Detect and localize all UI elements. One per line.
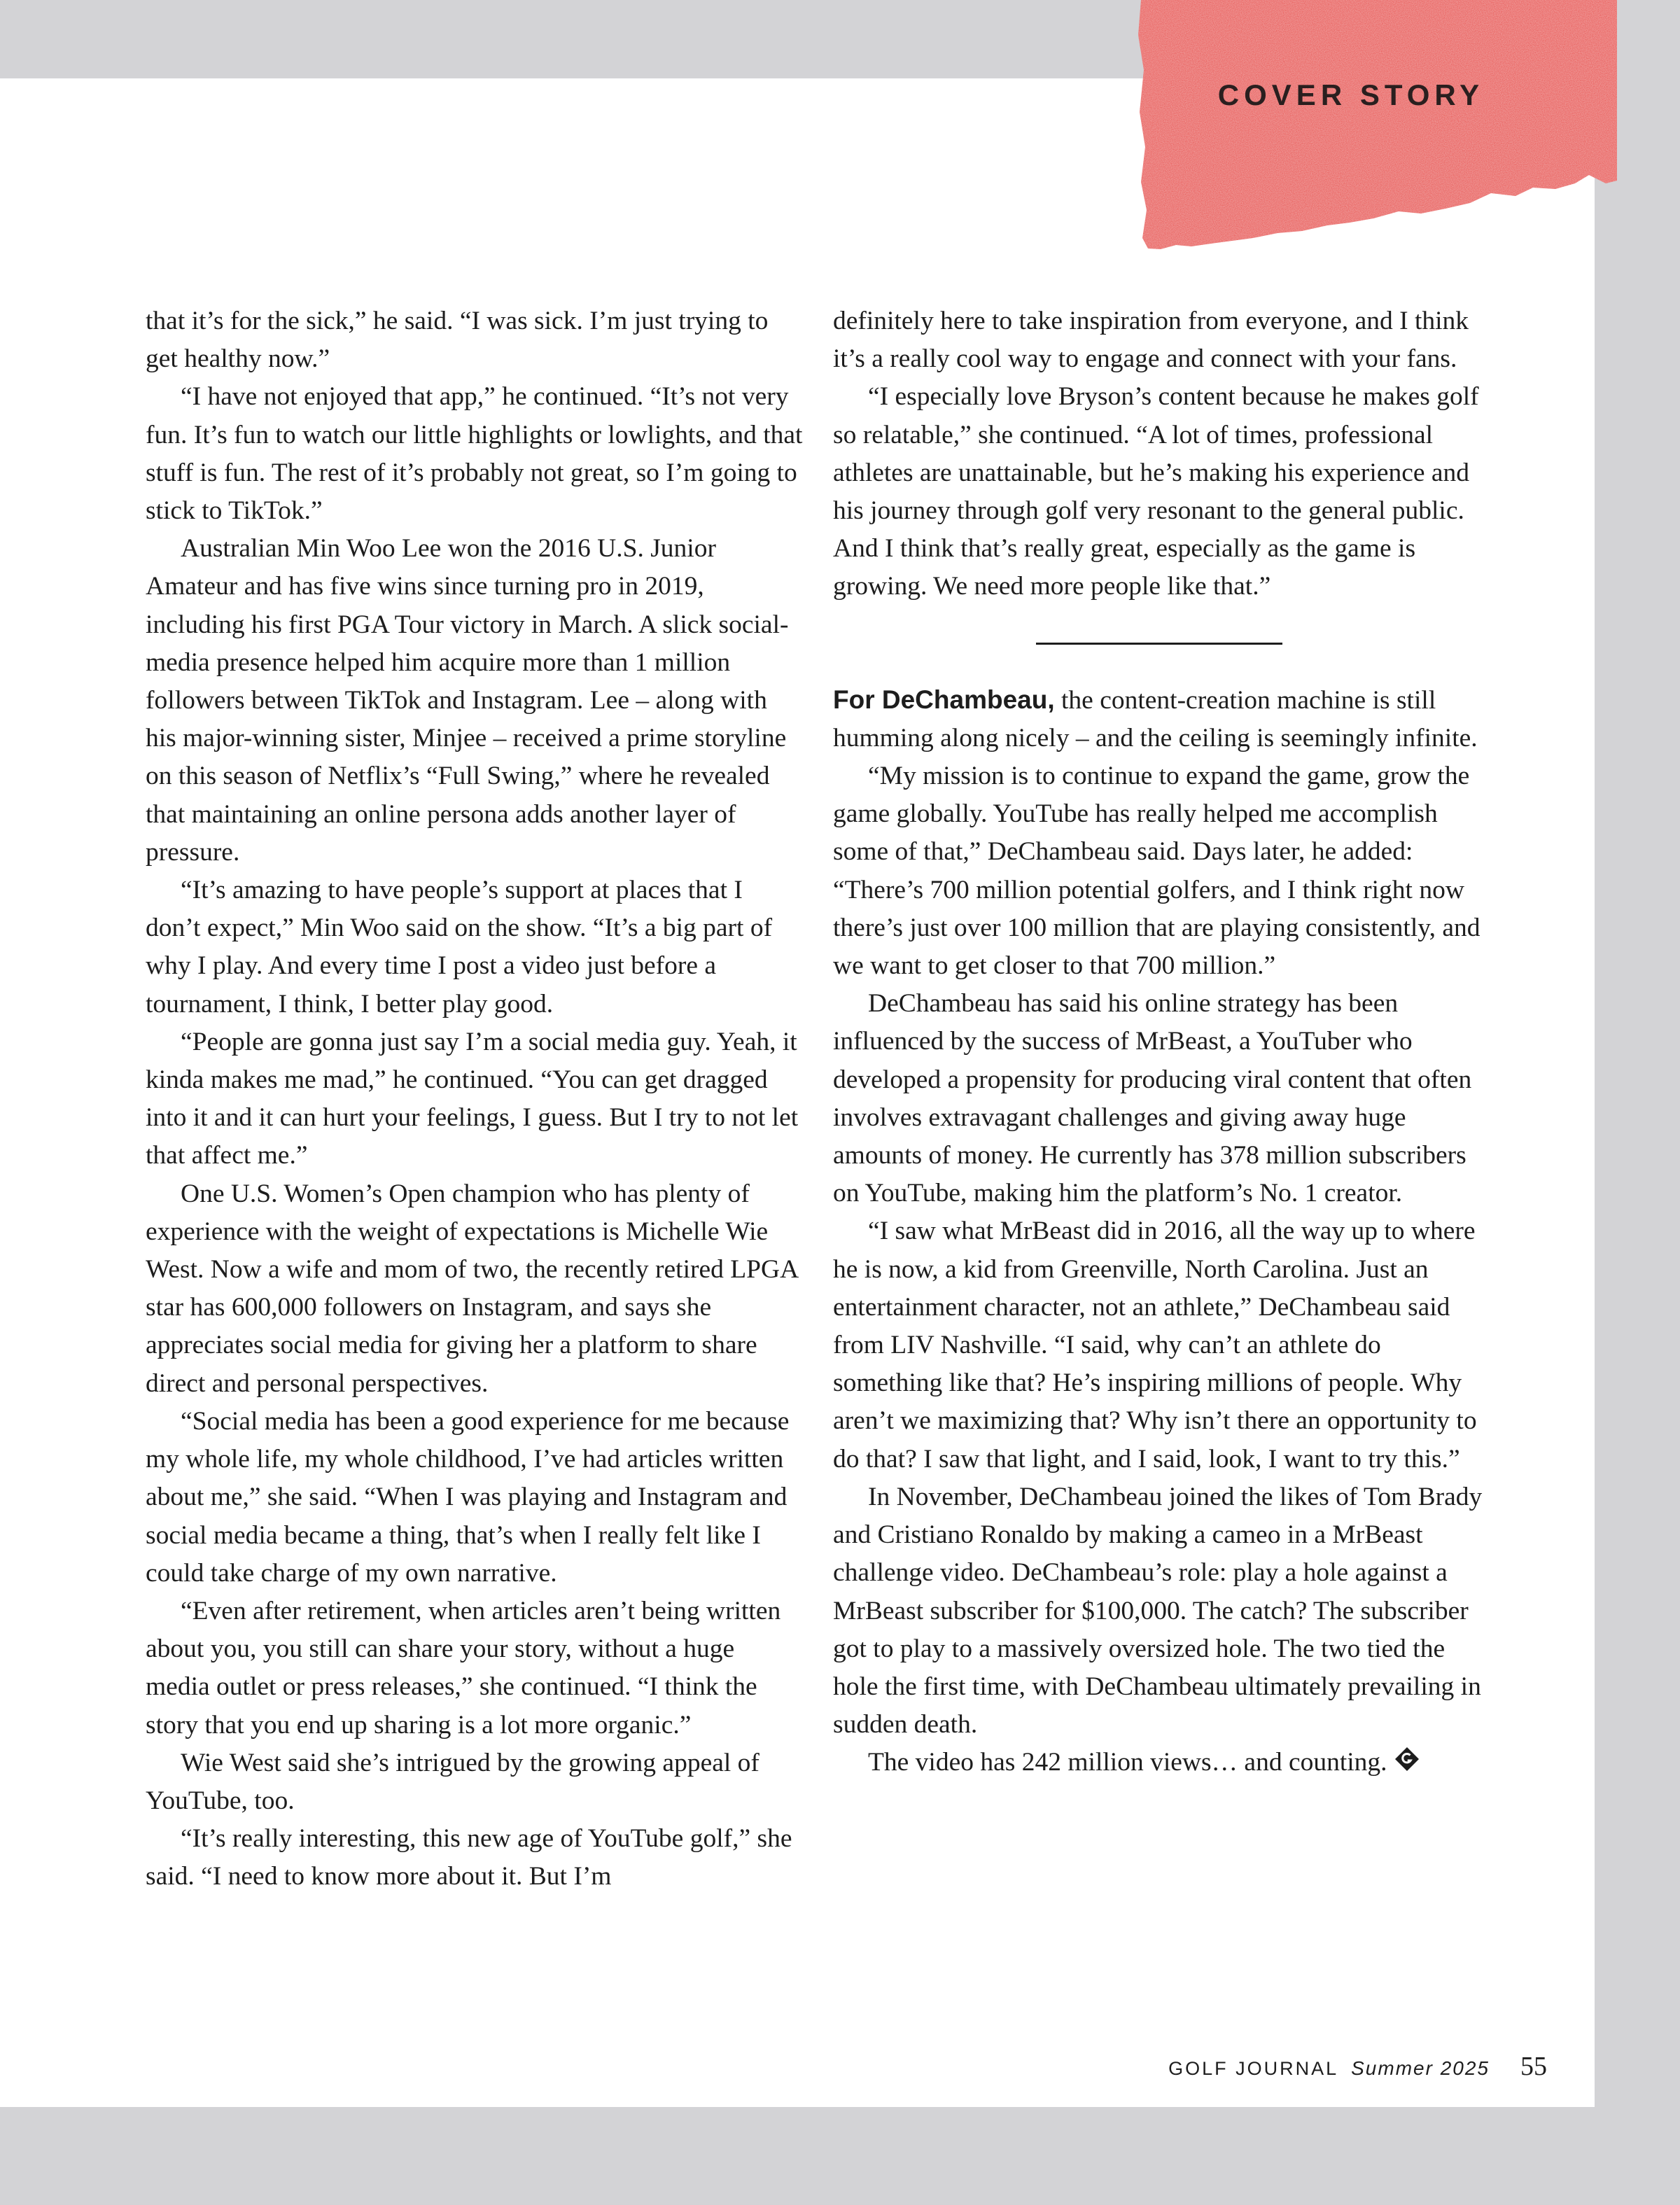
article-paragraph: “Even after retirement, when articles aren’t being written about you, you still can share your story, without a huge media outlet or press releases,” she continued. “I think the story that you end up sharing is a lot more organic.” — [146, 1596, 781, 1740]
lead-paragraph-text: the content-creation machine is still humming along nicely – and the ceiling is seemingly infinite. — [833, 685, 1478, 752]
article-paragraph: “I have not enjoyed that app,” he continued. “It’s not very fun. It’s fun to watch our little highlights or lowlights, and that stuff is fun. The rest of it’s probably not great, so I’m going to stick to TikTok.” — [146, 382, 803, 526]
footer-magazine-name: GOLF JOURNAL — [1168, 2058, 1339, 2079]
article-paragraph: “It’s really interesting, this new age of YouTube golf,” she said. “I need to know more about it. But I’m — [146, 1824, 792, 1891]
article-paragraph: Wie West said she’s intrigued by the growing appeal of YouTube, too. — [146, 1748, 760, 1815]
article-paragraph: “People are gonna just say I’m a social media guy. Yeah, it kinda makes me mad,” he continued. “You can get dragged into it and it can hurt your feelings, I guess. But I try to not let that affect me.” — [146, 1027, 799, 1170]
section-label: COVER STORY — [1217, 78, 1485, 111]
article-paragraph: One U.S. Women’s Open champion who has plenty of experience with the weight of expectations is Michelle Wie West. Now a wife and mom of two, the recently retired LPGA star has 600,000 followers on Instagram, and says she appreciates social media for giving her a platform to share direct and personal perspectives. — [146, 1179, 798, 1398]
article-paragraph: DeChambeau has said his online strategy has been influenced by the success of MrBeast, a YouTuber who developed a propensity for producing viral content that often involves extravagant challenges and giving away huge amounts of money. He currently has 378 million subscribers on YouTube, making him the platform’s No. 1 creator. — [833, 989, 1472, 1208]
lead-paragraph — [833, 681, 1491, 757]
article-paragraph: In November, DeChambeau joined the likes of Tom Brady and Cristiano Ronaldo by making a cameo in a MrBeast challenge video. DeChambeau’s role: play a hole against a MrBeast subscriber for $100,000. The catch? The subscriber got to play to a massively oversized hole. The two tied the hole the first time, with DeChambeau ultimately prevailing in sudden death. — [833, 1482, 1483, 1740]
lead-in: For DeChambeau, — [833, 685, 1055, 714]
article-paragraph: “Social media has been a good experience for me because my whole life, my whole childhood, I’ve had articles written about me,” she said. “When I was playing and Instagram and social media became a thing, that’s when I really felt like I could take charge of my own narrative. — [146, 1406, 790, 1588]
article-paragraph: definitely here to take inspiration from everyone, and I think it’s a really cool way to engage and connect with your fans. — [833, 307, 1469, 374]
page-footer — [1168, 2051, 1547, 2082]
article-paragraph: “It’s amazing to have people’s support at places that I don’t expect,” Min Woo said on the show. “It’s a big part of why I play. And every time I post a video just before a tournament, I think, I better play good. — [146, 876, 773, 1018]
article-paragraph: Australian Min Woo Lee won the 2016 U.S. Junior Amateur and has five wins since turning pro in 2019, including his first PGA Tour victory in March. A slick social-media presence helped him acquire more than 1 million followers between TikTok and Instagram. Lee – along with his major-winning sister, Minjee – received a prime storyline on this season of Netflix’s “Full Swing,” where he revealed that maintaining an online persona adds another layer of pressure. — [146, 534, 789, 867]
torn-tab-shape — [1127, 0, 1617, 249]
footer-issue: Summer 2025 — [1351, 2057, 1490, 2079]
closing-paragraph — [833, 1744, 1491, 1782]
article-paragraph: “I especially love Bryson’s content because he makes golf so relatable,” she continued. “A lot of times, professional athletes are unattainable, but he’s making his experience and his journey through golf very resonant to the general public. And I think that’s really great, especially as the game is growing. We need more people like that.” — [833, 382, 1479, 601]
article-column-right — [833, 302, 1491, 1782]
article-paragraph: “My mission is to continue to expand the game, grow the game globally. YouTube has really helped me accomplish some of that,” DeChambeau said. Days later, he added: “There’s 700 million potential golfers, and I think right now there’s just over 100 million that are playing consistently, and we want to get closer to that 700 million.” — [833, 762, 1480, 981]
article-paragraph: “I saw what MrBeast did in 2016, all the way up to where he is now, a kid from Greenville, North Carolina. Just an entertainment character, not an athlete,” DeChambeau said from LIV Nashville. “I said, why can’t an athlete do something like that? He’s inspiring millions of people. Why aren’t we maximizing that? Why isn’t there an opportunity to do that? I saw that light, and I said, look, I want to try this.” — [833, 1217, 1477, 1474]
closing-text: The video has 242 million views… and counting. — [868, 1748, 1387, 1777]
article-paragraph: that it’s for the sick,” he said. “I was sick. I’m just trying to get healthy now.” — [146, 307, 769, 374]
article-column-left — [146, 302, 804, 1896]
golf-journal-end-mark-icon — [1394, 1746, 1420, 1772]
page-number: 55 — [1520, 2052, 1547, 2081]
section-divider — [1036, 643, 1282, 645]
torn-red-tab-decoration — [1127, 0, 1617, 259]
